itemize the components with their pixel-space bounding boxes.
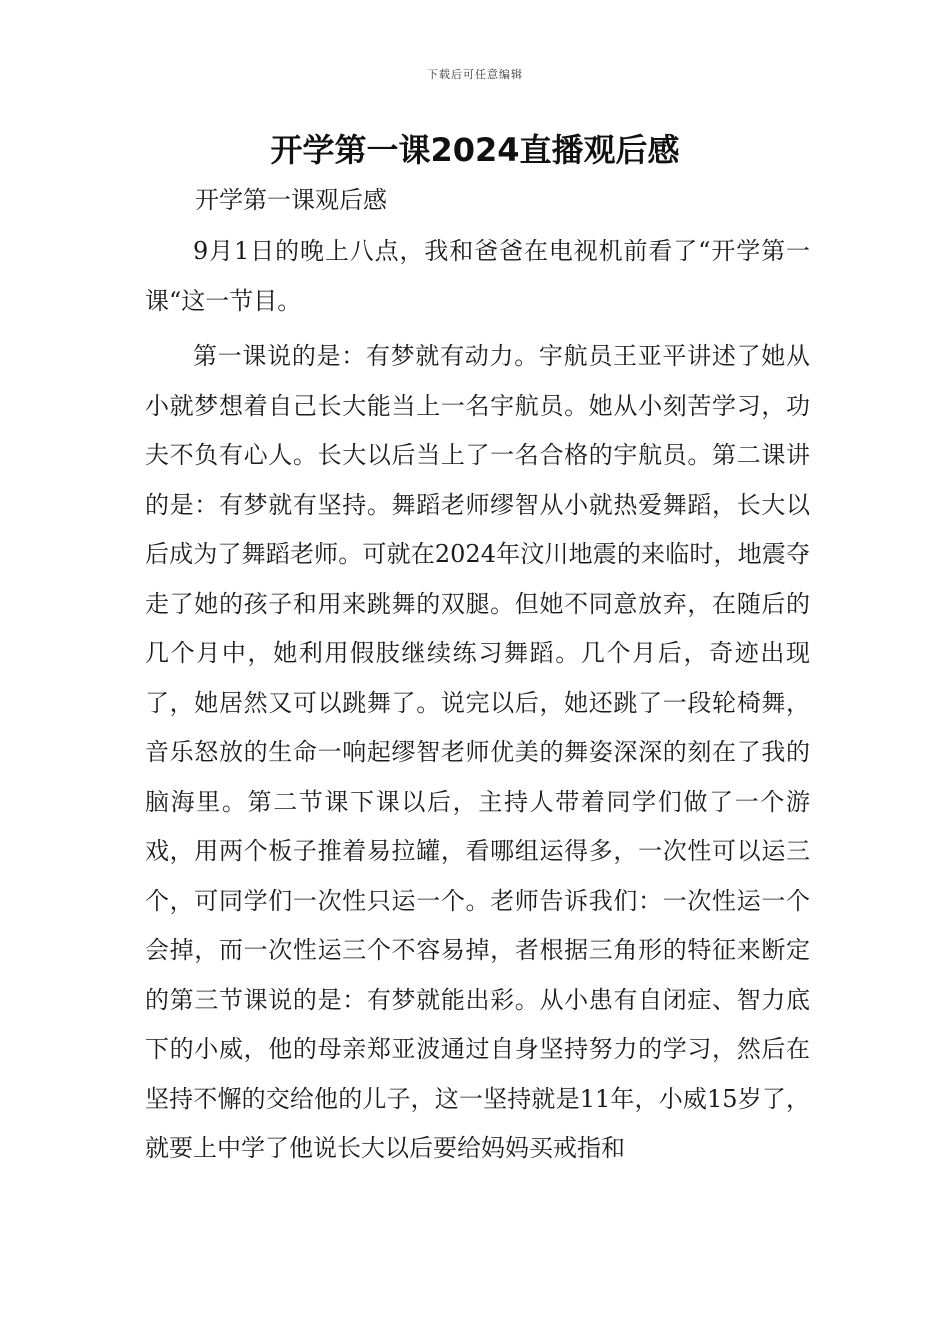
document-body	[145, 227, 810, 1180]
paragraph: 第一课说的是：有梦就有动力。宇航员王亚平讲述了她从小就梦想着自己长大能当上一名宇航员。她从小刻苦学习，功夫不负有心人。长大以后当上了一名合格的宇航员。第二课讲的是：有梦就有坚持。舞蹈老师缪智从小就热爱舞蹈，长大以后成为了舞蹈老师。可就在2024年汶川地震的来临时，地震夺走了她的孩子和用来跳舞的双腿。但她不同意放弃，在随后的几个月中，她利用假肢继续练习舞蹈。几个月后，奇迹出现了，她居然又可以跳舞了。说完以后，她还跳了一段轮椅舞，音乐怒放的生命一响起缪智老师优美的舞姿深深的刻在了我的脑海里。第二节课下课以后，主持人带着同学们做了一个游戏，用两个板子推着易拉罐，看哪组运得多，一次性可以运三个，可同学们一次性只运一个。老师告诉我们：一次性运一个会掉，而一次性运三个不容易掉，者根据三角形的特征来断定的第三节课说的是：有梦就能出彩。从小患有自闭症、智力底下的小威，他的母亲郑亚波通过自身坚持努力的学习，然后在坚持不懈的交给他的儿子，这一坚持就是11年，小威15岁了，就要上中学了他说长大以后要给妈妈买戒指和	[145, 342, 810, 1162]
paragraph: 9月1日的晚上八点，我和爸爸在电视机前看了“开学第一课“这一节目。	[145, 237, 810, 315]
header-note: 下载后可任意编辑	[427, 68, 523, 81]
document-title: 开学第一课2024直播观后感	[270, 131, 680, 169]
document-subtitle: 开学第一课观后感	[195, 186, 387, 214]
